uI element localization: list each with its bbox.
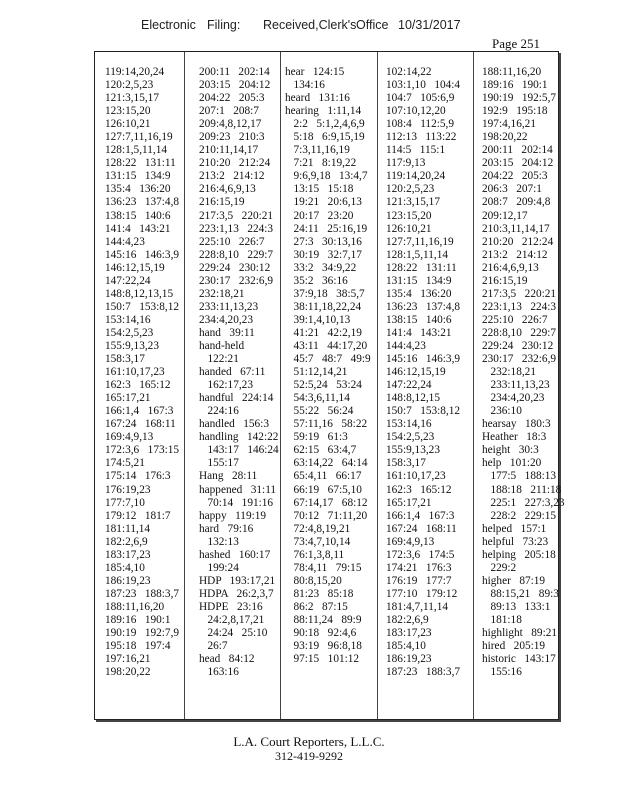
index-entry: 41:21 42:2,19 [285, 326, 362, 339]
index-entry: 78:4,11 79:15 [285, 561, 362, 574]
index-entry: helpful 73:23 [482, 535, 549, 548]
index-entry: happened 31:11 [199, 483, 277, 496]
index-entry: 155:16 [482, 666, 522, 679]
index-entry: 181:4,7,11,14 [386, 600, 449, 613]
index-entry: 145:16 146:3,9 [105, 248, 180, 261]
index-entry: 155:17 [199, 457, 239, 470]
index-entry: historic 143:17 [482, 653, 556, 666]
index-entry: 143:17 146:24 [199, 444, 279, 457]
index-entry: 229:24 230:12 [199, 261, 271, 274]
index-entry: 200:11 202:14 [199, 66, 270, 78]
index-entry: 120:2,5,23 [386, 183, 435, 196]
index-entry: 188:18 211:18 [482, 483, 562, 496]
index-entry: 230:17 232:6,9 [482, 353, 557, 366]
index-entry: 39:1,4,10,13 [285, 313, 351, 326]
header-date: 10/31/2017 [398, 18, 461, 32]
index-entry: head 84:12 [199, 653, 255, 666]
index-entry: happy 119:19 [199, 509, 267, 522]
index-entry: 120:2,5,23 [105, 79, 154, 92]
page-number: Page 251 [492, 36, 541, 51]
index-entry: 203:15 204:12 [482, 157, 554, 170]
index-entry: 188:11,16,20 [482, 66, 542, 78]
index-entry: Hang 28:11 [199, 470, 258, 483]
index-entry: 225:10 226:7 [482, 313, 548, 326]
index-entry: 73:4,7,10,14 [285, 535, 351, 548]
index-entry: 189:16 190:1 [105, 613, 171, 626]
index-entry: 195:18 197:4 [105, 640, 171, 653]
index-entry: 72:4,8,19,21 [285, 522, 351, 535]
header-electronic: Electronic [141, 18, 196, 32]
index-entry: 176:19 177:7 [386, 574, 452, 587]
index-entry: 223:1,13 224:3 [199, 222, 274, 235]
index-entry: 57:11,16 58:22 [285, 418, 368, 431]
index-entry: 138:15 140:6 [386, 313, 452, 326]
index-entry: handled 156:3 [199, 418, 269, 431]
index-entry: 108:4 112:5,9 [386, 118, 454, 131]
index-entry: 93:19 96:8,18 [285, 640, 362, 653]
index-entry: 177:5 188:13 [482, 470, 557, 483]
index-entry: 126:10,21 [105, 118, 151, 131]
index-entry: hired 205:19 [482, 640, 546, 653]
index-entry: 177:7,10 [105, 496, 145, 509]
index-entry: 232:18,21 [482, 366, 536, 379]
index-entry: 199:24 [199, 561, 239, 574]
index-entry: 146:12,15,19 [105, 261, 165, 274]
index-entry: helped 157:1 [482, 522, 547, 535]
index-entry: 147:22,24 [386, 379, 432, 392]
index-entry: 225:1 227:3,23 [482, 496, 565, 509]
index-entry: 224:16 [199, 405, 239, 418]
index-entry: hand 39:11 [199, 326, 255, 339]
index-entry: 189:16 190:1 [482, 79, 548, 92]
index-entry: 88:11,24 89:9 [285, 613, 362, 626]
index-entry: 190:19 192:5,7 [482, 92, 557, 105]
index-entry: 216:4,6,9,13 [199, 183, 256, 196]
index-entry: 136:23 137:4,8 [386, 300, 461, 313]
index-entry: 127:7,11,16,19 [105, 131, 173, 144]
index-entry: hearing 1:11,14 [285, 105, 362, 118]
index-entry: 7:3,11,16,19 [285, 144, 350, 157]
index-entry: 88:15,21 89:3 [482, 587, 559, 600]
index-entry: help 101:20 [482, 457, 542, 470]
index-entry: 9:6,9,18 13:4,7 [285, 170, 368, 183]
index-entry: 174:5,21 [105, 457, 145, 470]
column-divider [377, 52, 378, 719]
index-entry: 204:22 205:3 [199, 92, 265, 105]
index-entry: 112:13 113:22 [386, 131, 457, 144]
index-entry: 122:21 [199, 353, 239, 366]
index-entry: 200:11 202:14 [482, 144, 553, 157]
index-entry: 52:5,24 53:24 [285, 379, 362, 392]
index-entry: 210:20 212:24 [482, 235, 554, 248]
index-entry: 158:3,17 [105, 353, 145, 366]
index-entry: 45:7 48:7 49:9 [285, 353, 371, 366]
index-entry: 103:1,10 104:4 [386, 79, 461, 92]
index-entry: 181:11,14 [105, 522, 151, 535]
index-entry: 186:19,23 [386, 653, 432, 666]
index-entry: 107:10,12,20 [386, 105, 446, 118]
index-entry: 183:17,23 [105, 548, 151, 561]
index-entry: 127:7,11,16,19 [386, 235, 454, 248]
index-entry: 65:4,11 66:17 [285, 470, 362, 483]
header-office: Office [356, 18, 389, 32]
index-entry: 104:7 105:6,9 [386, 92, 455, 105]
index-entry: 187:23 188:3,7 [105, 587, 180, 600]
index-entry: 67:14,17 68:12 [285, 496, 368, 509]
header-received: Received,Clerk's [263, 18, 357, 32]
index-entry: handful 224:14 [199, 392, 274, 405]
index-entry: 135:4 136:20 [386, 287, 452, 300]
index-entry: 233:11,13,23 [199, 300, 259, 313]
index-entry: hard 79:16 [199, 522, 254, 535]
index-entry: 24:11 25:16,19 [285, 222, 368, 235]
index-entry: 63:14,22 64:14 [285, 457, 368, 470]
index-entry: 179:12 181:7 [105, 509, 171, 522]
index-entry: 89:13 133:1 [482, 600, 551, 613]
index-entry: 70:12 71:11,20 [285, 509, 368, 522]
index-entry: 59:19 61:3 [285, 431, 348, 444]
index-entry: 162:17,23 [199, 379, 253, 392]
index-entry: 24:2,8,17,21 [199, 613, 265, 626]
index-entry: 162:3 165:12 [386, 483, 452, 496]
index-entry: 132:13 [199, 535, 239, 548]
index-entry: 123:15,20 [386, 209, 432, 222]
index-entry: 128:22 131:11 [386, 261, 457, 274]
index-entry: 223:1,13 224:3 [482, 300, 557, 313]
index-entry: 102:14,22 [386, 66, 432, 78]
index-entry: HDPA 26:2,3,7 [199, 587, 274, 600]
index-entry: 185:4,10 [105, 561, 145, 574]
index-entry: 210:20 212:24 [199, 157, 271, 170]
index-entry: 217:3,5 220:21 [199, 209, 274, 222]
index-entry: 38:11,18,22,24 [285, 300, 362, 313]
index-entry: 146:12,15,19 [386, 366, 446, 379]
index-entry: 230:17 232:6,9 [199, 274, 274, 287]
index-entry: 117:9,13 [386, 157, 426, 170]
index-entry: 66:19 67:5,10 [285, 483, 362, 496]
index-entry: 183:17,23 [386, 627, 432, 640]
index-entry: 158:3,17 [386, 457, 426, 470]
index-entry: HDP 193:17,21 [199, 574, 276, 587]
index-entry: helping 205:18 [482, 548, 556, 561]
index-entry: 229:24 230:12 [482, 339, 554, 352]
index-entry: 174:21 176:3 [386, 561, 452, 574]
footer-firm-name: L.A. Court Reporters, L.L.C. [233, 734, 385, 749]
index-entry: 188:11,16,20 [105, 600, 165, 613]
index-entry: 203:15 204:12 [199, 79, 271, 92]
index-entry: 26:7 [199, 640, 228, 653]
index-entry: 147:22,24 [105, 274, 151, 287]
index-entry: 182:2,6,9 [105, 535, 148, 548]
index-entry: 148:8,12,13,15 [105, 287, 174, 300]
index-entry: Heather 18:3 [482, 431, 547, 444]
index-entry: 128:1,5,11,14 [105, 144, 168, 157]
index-entry: 208:7 209:4,8 [482, 196, 551, 209]
index-entry: hear 124:15 [285, 66, 345, 78]
index-entry: height 30:3 [482, 444, 539, 457]
index-entry: 128:1,5,11,14 [386, 248, 449, 261]
column-divider [280, 52, 281, 719]
index-entry: 20:17 23:20 [285, 209, 354, 222]
index-entry: 166:1,4 167:3 [386, 509, 455, 522]
index-entry: 2:2 5:1,2,4,6,9 [285, 118, 365, 131]
header-filing: Filing: [207, 18, 241, 32]
index-entry: 177:10 179:12 [386, 587, 458, 600]
index-column-4 [386, 66, 460, 679]
index-entry: 216:4,6,9,13 [482, 261, 539, 274]
index-entry: 228:8,10 229:7 [482, 326, 557, 339]
index-entry: 172:3,6 173:15 [105, 444, 180, 457]
column-divider [473, 52, 474, 719]
index-entry: 161:10,17,23 [105, 366, 165, 379]
index-entry: 229:2 [482, 561, 517, 574]
index-frame [94, 51, 565, 720]
index-entry: 169:4,9,13 [386, 535, 435, 548]
index-entry: 134:16 [285, 79, 325, 92]
index-entry: handling 142:22 [199, 431, 279, 444]
index-entry: 76:1,3,8,11 [285, 548, 345, 561]
index-entry: 192:9 195:18 [482, 105, 548, 118]
index-entry: 182:2,6,9 [386, 613, 429, 626]
index-column-2 [199, 66, 279, 679]
index-column-1 [105, 66, 179, 679]
index-entry: 97:15 101:12 [285, 653, 360, 666]
index-entry: 80:8,15,20 [285, 574, 342, 587]
index-entry: 176:19,23 [105, 483, 151, 496]
index-entry: 163:16 [199, 666, 239, 679]
index-entry: 167:24 168:11 [386, 522, 457, 535]
index-entry: 114:5 115:1 [386, 144, 446, 157]
index-entry: 204:22 205:3 [482, 170, 548, 183]
index-entry: 166:1,4 167:3 [105, 405, 174, 418]
index-entry: hearsay 180:3 [482, 418, 551, 431]
index-entry: 35:2 36:16 [285, 274, 348, 287]
index-entry: 197:4,16,21 [482, 118, 536, 131]
index-entry: HDPE 23:16 [199, 600, 263, 613]
index-entry: 213:2 214:12 [199, 170, 265, 183]
index-entry: 150:7 153:8,12 [386, 405, 461, 418]
index-entry: 232:18,21 [199, 287, 245, 300]
index-entry: 119:14,20,24 [386, 170, 446, 183]
index-entry: 167:24 168:11 [105, 418, 176, 431]
index-entry: 209:12,17 [482, 209, 528, 222]
index-entry: 217:3,5 220:21 [482, 287, 557, 300]
index-entry: handed 67:11 [199, 366, 266, 379]
index-entry: 210:3,11,14,17 [482, 222, 550, 235]
index-entry: 197:16,21 [105, 653, 151, 666]
index-entry: 207:1 208:7 [199, 105, 259, 118]
filing-header [0, 18, 618, 38]
index-entry: 190:19 192:7,9 [105, 627, 180, 640]
index-column-5 [482, 66, 565, 679]
index-column-3 [285, 66, 371, 666]
index-entry: 169:4,9,13 [105, 431, 154, 444]
index-entry: 175:14 176:3 [105, 470, 171, 483]
index-entry: highlight 89:21 [482, 627, 558, 640]
index-entry: 155:9,13,23 [386, 444, 440, 457]
index-entry: 136:23 137:4,8 [105, 196, 180, 209]
index-entry: 43:11 44:17,20 [285, 339, 368, 352]
index-entry: 216:15,19 [199, 196, 245, 209]
index-entry: 234:4,20,23 [199, 313, 253, 326]
index-entry: 86:2 87:15 [285, 600, 348, 613]
index-entry: 181:18 [482, 613, 522, 626]
index-entry: 37:9,18 38:5,7 [285, 287, 365, 300]
index-entry: 165:17,21 [386, 496, 432, 509]
index-entry: 209:4,8,12,17 [199, 118, 262, 131]
index-entry: 135:4 136:20 [105, 183, 171, 196]
index-entry: 225:10 226:7 [199, 235, 265, 248]
index-entry: 236:10 [482, 405, 522, 418]
index-entry: hand-held [199, 339, 245, 352]
index-entry: 141:4 143:21 [105, 222, 171, 235]
index-entry: 144:4,23 [105, 235, 145, 248]
index-entry: 150:7 153:8,12 [105, 300, 180, 313]
index-entry: 228:2 229:15 [482, 509, 557, 522]
index-entry: 186:19,23 [105, 574, 151, 587]
index-entry: 131:15 134:9 [386, 274, 452, 287]
index-entry: 126:10,21 [386, 222, 432, 235]
index-entry: 172:3,6 174:5 [386, 548, 455, 561]
index-entry: 27:3 30:13,16 [285, 235, 362, 248]
index-entry: 13:15 15:18 [285, 183, 354, 196]
index-entry: 210:11,14,17 [199, 144, 259, 157]
index-entry: 185:4,10 [386, 640, 426, 653]
index-entry: 228:8,10 229:7 [199, 248, 274, 261]
index-entry: 162:3 165:12 [105, 379, 171, 392]
index-entry: 81:23 85:18 [285, 587, 354, 600]
index-entry: 209:23 210:3 [199, 131, 265, 144]
index-entry: 90:18 92:4,6 [285, 627, 357, 640]
index-entry: 148:8,12,15 [386, 392, 440, 405]
index-entry: 153:14,16 [386, 418, 432, 431]
index-entry: 51:12,14,21 [285, 366, 348, 379]
index-entry: 234:4,20,23 [482, 392, 545, 405]
index-entry: 30:19 32:7,17 [285, 248, 362, 261]
index-entry: 33:2 34:9,22 [285, 261, 357, 274]
column-divider [184, 52, 185, 719]
index-entry: 161:10,17,23 [386, 470, 446, 483]
index-entry: 153:14,16 [105, 313, 151, 326]
index-entry: 141:4 143:21 [386, 326, 452, 339]
index-entry: 121:3,15,17 [105, 92, 159, 105]
index-entry: 145:16 146:3,9 [386, 353, 461, 366]
index-entry: 206:3 207:1 [482, 183, 542, 196]
index-entry: 154:2,5,23 [105, 326, 154, 339]
index-entry: 121:3,15,17 [386, 196, 440, 209]
index-entry: 119:14,20,24 [105, 66, 165, 78]
footer-phone: 312-419-9292 [275, 749, 343, 763]
index-entry: 187:23 188:3,7 [386, 666, 461, 679]
index-entry: 198:20,22 [105, 666, 151, 679]
index-entry: 131:15 134:9 [105, 170, 171, 183]
index-entry: 19:21 20:6,13 [285, 196, 362, 209]
index-entry: 123:15,20 [105, 105, 151, 118]
index-entry: 233:11,13,23 [482, 379, 550, 392]
index-entry: 144:4,23 [386, 339, 426, 352]
index-entry: 24:24 25:10 [199, 627, 268, 640]
index-entry: 216:15,19 [482, 274, 528, 287]
index-entry: 138:15 140:6 [105, 209, 171, 222]
index-entry: hashed 160:17 [199, 548, 271, 561]
index-entry: 165:17,21 [105, 392, 151, 405]
index-entry: 55:22 56:24 [285, 405, 354, 418]
index-entry: 62:15 63:4,7 [285, 444, 357, 457]
index-entry: 54:3,6,11,14 [285, 392, 350, 405]
index-entry: 154:2,5,23 [386, 431, 435, 444]
index-entry: higher 87:19 [482, 574, 546, 587]
index-entry: heard 131:16 [285, 92, 350, 105]
index-entry: 155:9,13,23 [105, 339, 159, 352]
index-entry: 70:14 191:16 [199, 496, 274, 509]
index-entry: 5:18 6:9,15,19 [285, 131, 365, 144]
index-entry: 213:2 214:12 [482, 248, 548, 261]
index-entry: 7:21 8:19,22 [285, 157, 357, 170]
index-entry: 198:20,22 [482, 131, 528, 144]
index-entry: 128:22 131:11 [105, 157, 176, 170]
